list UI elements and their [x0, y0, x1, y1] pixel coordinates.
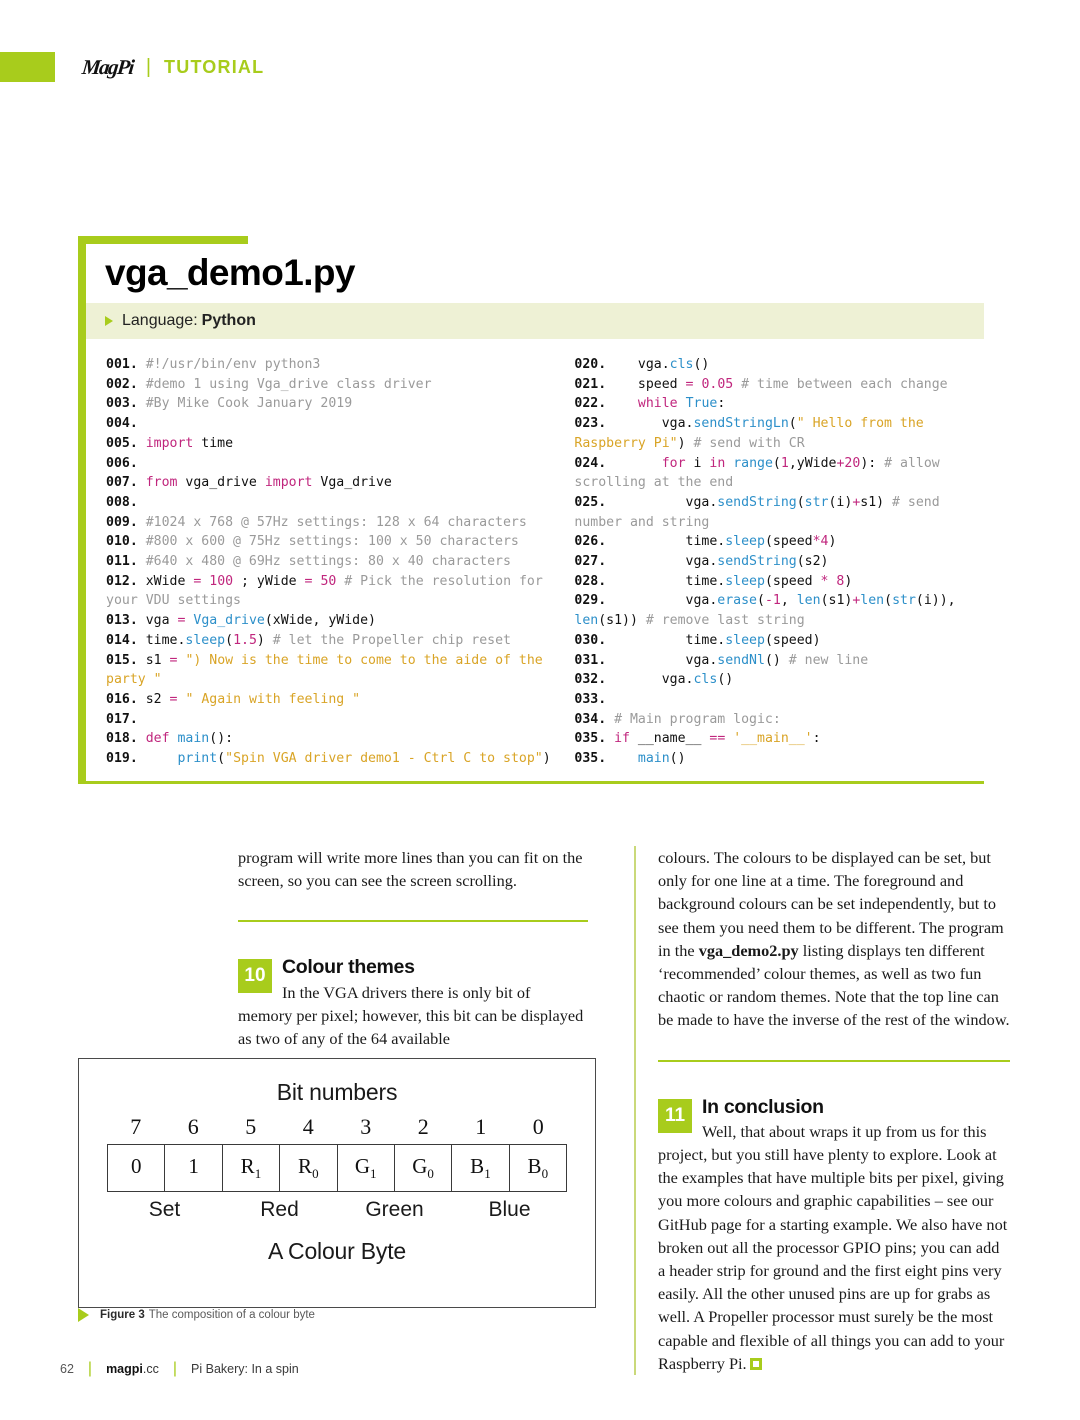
code-token: time. [145, 632, 186, 648]
group-label: Red [260, 1198, 299, 1222]
code-line-number: 015. [106, 652, 146, 668]
code-token: sendNl [717, 652, 765, 668]
code-line-number: 007. [106, 475, 146, 491]
listing-tab-accent [78, 236, 248, 244]
code-line-number: 004. [106, 416, 146, 432]
code-line [106, 473, 564, 493]
footer-brand-bold: magpi [106, 1362, 143, 1376]
code-token: ") Now is the time to come to the aide of the party " [106, 652, 551, 688]
section-paragraph: In the VGA drivers there is only bit of memory per pixel; however, this bit can be displayed as two of any of the 64 available [238, 982, 584, 1049]
figure-caption-label: Figure 3 [100, 1309, 145, 1321]
code-token: (): [209, 731, 234, 747]
code-token: sleep [725, 534, 765, 550]
code-token: () [669, 751, 686, 767]
code-line [574, 454, 984, 493]
footer-brand [106, 1362, 159, 1376]
code-token: () [764, 652, 781, 668]
figure-bit-cells [107, 1144, 567, 1192]
magpi-logo: MagPi [80, 54, 135, 79]
code-token: + [836, 455, 845, 471]
triangle-bullet-icon [105, 316, 113, 326]
inline-filename: vga_demo2.py [698, 940, 799, 960]
code-token: = [193, 573, 202, 589]
language-value: Python [201, 312, 256, 329]
code-token: #!/usr/bin/env python3 [145, 357, 321, 372]
code-token: cls [669, 357, 694, 372]
section-paragraph [658, 1120, 1010, 1375]
footer-divider: | [172, 1360, 178, 1377]
code-token: print [177, 751, 218, 767]
header-kicker: TUTORIAL [164, 56, 265, 77]
code-token: #640 x 480 @ 69Hz settings: 80 x 40 characters [145, 554, 511, 570]
code-line-number: 010. [106, 534, 146, 550]
code-line-number: 031. [574, 652, 615, 668]
code-token: while [637, 396, 678, 412]
code-listing [78, 236, 984, 784]
code-line [574, 572, 984, 592]
code-token: vga. [614, 554, 718, 570]
code-line [106, 651, 564, 690]
code-token: s2 [145, 691, 170, 707]
bit-cell: $G_0$ [395, 1145, 452, 1191]
code-line-number: 018. [106, 731, 146, 747]
bit-number: 1 [475, 1114, 487, 1139]
paragraph-intro-right-a: colours. The colours to be displayed can be set, but only for one line at a time. The foreground and background colours can be set independently, but to see them you need them to be different. The program in the [658, 848, 1004, 960]
code-line [106, 552, 564, 572]
figure-group-labels [107, 1198, 567, 1222]
code-line [106, 434, 564, 454]
code-line-number: 035. [574, 731, 615, 747]
figure-caption [78, 1308, 598, 1322]
code-token: : [717, 396, 726, 412]
code-token: 0.05 [701, 376, 734, 392]
code-line [106, 414, 564, 434]
code-token: = [177, 613, 186, 629]
code-line-number: 016. [106, 691, 146, 707]
code-token: from [145, 475, 178, 491]
bit-cell-subscript: 0 [312, 1166, 319, 1182]
code-token: + [852, 593, 861, 609]
bit-number: 3 [360, 1114, 372, 1139]
code-token: ( [772, 455, 781, 471]
footer-article-title: Pi Bakery: In a spin [191, 1362, 299, 1376]
code-token: ) [844, 573, 853, 589]
code-token: 50 [320, 573, 337, 589]
code-token: ( [788, 416, 797, 432]
section-heading: In conclusion [702, 1095, 824, 1118]
code-line [574, 651, 984, 671]
code-line-number: 019. [106, 751, 146, 767]
code-token: vga [145, 613, 178, 629]
code-token: () [717, 672, 734, 688]
code-token: -1 [764, 593, 781, 609]
code-token: sendString [717, 494, 797, 510]
code-token: #1024 x 768 @ 57Hz settings: 128 x 64 characters [145, 514, 527, 530]
section-number-badge: 10 [238, 959, 272, 993]
code-token: def [145, 731, 170, 747]
code-token: , [780, 593, 797, 609]
figure-colour-byte [78, 1058, 596, 1308]
code-token: ( [796, 494, 805, 510]
code-line-number: 025. [574, 494, 615, 510]
code-token: import [145, 435, 194, 451]
code-token: ( [757, 593, 765, 609]
figure-caption-text: The composition of a colour byte [148, 1309, 315, 1321]
code-line [106, 532, 564, 552]
code-token: () [693, 357, 710, 372]
code-line-number: 001. [106, 357, 146, 372]
code-token: (s1)) [598, 613, 638, 629]
code-token: 20 [844, 455, 861, 471]
section-heading: Colour themes [282, 956, 415, 979]
section-rule [238, 920, 588, 922]
code-token: vga. [614, 652, 718, 668]
column-left [238, 846, 588, 1050]
code-token: main [177, 731, 210, 747]
bit-cell: $B_0$ [527, 1154, 549, 1182]
code-line-number: 020. [574, 357, 615, 372]
code-token: (speed) [764, 632, 821, 648]
code-token: s1) [860, 494, 885, 510]
code-token: time [193, 435, 234, 451]
code-token: # let the Propeller chip reset [264, 632, 511, 648]
bit-number: 7 [130, 1114, 142, 1139]
code-token: * [820, 573, 829, 589]
code-line [106, 690, 564, 710]
bit-cell: $R_0$ [280, 1145, 337, 1191]
code-line [106, 572, 564, 611]
bit-cell: $B_1$ [452, 1145, 509, 1191]
code-token: ): [860, 455, 877, 471]
code-line-number: 029. [574, 593, 615, 609]
code-token: vga. [614, 672, 694, 688]
bit-cell-subscript: 0 [427, 1166, 434, 1182]
code-token: len [574, 613, 599, 629]
code-token: (i) [828, 494, 853, 510]
code-token: = [304, 573, 313, 589]
code-line [574, 690, 984, 710]
code-line-number: 032. [574, 672, 615, 688]
code-token: __name__ [629, 731, 710, 747]
code-token: vga_drive [177, 475, 265, 491]
group-label: Green [365, 1198, 424, 1222]
code-token: len [860, 593, 885, 609]
code-line-number: 035. [574, 751, 615, 767]
code-line [106, 493, 564, 513]
language-label: Language: [122, 312, 198, 329]
code-line [574, 493, 984, 532]
code-token: = [685, 376, 694, 392]
code-token: * [812, 534, 821, 550]
bit-number: 4 [302, 1114, 314, 1139]
code-token: ) [256, 632, 265, 648]
code-line-number: 009. [106, 514, 146, 530]
code-line [574, 375, 984, 395]
code-token: len [796, 593, 821, 609]
code-line [106, 710, 564, 730]
code-token: s1 [145, 652, 170, 668]
code-token [614, 396, 638, 411]
code-line-number: 027. [574, 554, 615, 570]
bit-number: 0 [532, 1114, 544, 1139]
code-token: : [812, 731, 821, 747]
code-line-number: 003. [106, 396, 146, 412]
code-token: 1.5 [233, 632, 257, 648]
code-token: (xWide, yWide) [264, 613, 376, 629]
code-line-number: 021. [574, 376, 615, 392]
code-token: main [637, 751, 670, 767]
code-token: True [685, 396, 718, 412]
bit-number: 5 [245, 1114, 257, 1139]
paragraph-intro-left: program will write more lines than you can fit on the screen, so you can see the screen scrolling. [238, 848, 583, 891]
code-token: xWide [145, 573, 194, 589]
code-token: # Main program logic: [614, 711, 781, 727]
code-token [146, 751, 178, 766]
bit-number: 6 [187, 1114, 199, 1139]
code-line [106, 375, 564, 395]
header-divider: | [145, 55, 152, 78]
footer-brand-rest: .cc [142, 1362, 159, 1376]
code-token: if [614, 731, 630, 747]
page-footer [60, 1360, 299, 1378]
code-token: vga. [614, 494, 718, 510]
paragraph-intro-right-b: listing displays ten different ‘recommended’ colour themes, as well as two fun chaotic or random themes. Note that the top line can be made to have the inverse of the rest of the window. [658, 940, 1010, 1030]
code-token: 4 [820, 534, 829, 550]
code-token: ( [884, 593, 893, 609]
bit-cell: $G_1$ [338, 1145, 395, 1191]
bit-number: 2 [417, 1114, 429, 1139]
code-token: 1 [780, 455, 789, 471]
code-line [106, 749, 564, 769]
code-token: ) [828, 534, 837, 550]
code-line [574, 749, 984, 769]
code-token: ,yWide [788, 455, 837, 471]
page-header [0, 52, 264, 82]
triangle-bullet-icon [78, 1308, 89, 1322]
code-token: == [709, 731, 726, 747]
code-line [106, 729, 564, 749]
column-right [634, 846, 1010, 1375]
group-label: Set [148, 1198, 181, 1222]
bit-cell: 0 [108, 1145, 165, 1191]
code-line-number: 008. [106, 494, 146, 510]
bit-cell: $R_1$ [223, 1145, 280, 1191]
code-column-left [86, 355, 564, 769]
code-line [574, 414, 984, 453]
code-column-right [564, 355, 984, 769]
section-colour-themes [238, 956, 588, 1050]
code-token: speed [614, 376, 686, 392]
code-token: # send with CR [685, 435, 805, 451]
code-line-number: 017. [106, 711, 146, 727]
code-line-number: 013. [106, 613, 146, 629]
code-token: str [892, 593, 916, 609]
code-line-number: 026. [574, 534, 615, 550]
listing-title-wrap [78, 244, 984, 303]
bit-cell-subscript: 0 [541, 1166, 549, 1182]
section-number-badge: 11 [658, 1099, 692, 1133]
code-token: (s1) [820, 593, 853, 609]
code-line [106, 631, 564, 651]
code-token: time. [614, 632, 726, 648]
code-line [574, 591, 984, 630]
code-token: (speed [764, 534, 813, 550]
code-token: #demo 1 using Vga_drive class driver [145, 376, 432, 392]
bit-cell-subscript: 1 [370, 1166, 377, 1182]
code-line [574, 394, 984, 414]
code-token: #By Mike Cook January 2019 [145, 396, 353, 412]
code-line [574, 710, 984, 730]
code-token: 8 [836, 573, 845, 589]
code-line [106, 513, 564, 533]
code-line-number: 034. [574, 711, 615, 727]
code-token: time. [614, 534, 726, 550]
code-token: + [852, 494, 861, 510]
code-line-number: 011. [106, 554, 146, 570]
code-token: 100 [209, 573, 234, 589]
code-token: " Hello from the Raspberry Pi" [574, 416, 932, 451]
code-token: "Spin VGA driver demo1 - Ctrl C to stop" [225, 751, 543, 767]
bit-cell-subscript: 1 [484, 1166, 491, 1182]
code-token: = [169, 652, 178, 668]
code-token: vga. [614, 416, 694, 432]
code-token: ) [542, 751, 551, 767]
code-token: sleep [185, 632, 226, 648]
code-line [574, 532, 984, 552]
code-line-number: 002. [106, 376, 146, 392]
code-token: Vga_drive [193, 613, 265, 629]
code-token: sendStringLn [693, 416, 789, 432]
figure-footer-label: A Colour Byte [267, 1238, 407, 1265]
code-token: sleep [725, 632, 765, 648]
code-token: # new line [780, 652, 869, 668]
code-token: ( [217, 751, 226, 767]
code-token: str [804, 494, 829, 510]
code-line [106, 394, 564, 414]
code-line [574, 631, 984, 651]
code-line-number: 022. [574, 396, 615, 412]
code-line [106, 611, 564, 631]
code-token: = [169, 691, 178, 707]
footer-divider: | [87, 1360, 93, 1377]
code-line [574, 355, 984, 375]
code-line-number: 033. [574, 691, 615, 707]
section-in-conclusion [658, 1096, 1010, 1375]
code-line [106, 454, 564, 474]
code-token: '__main__' [733, 731, 813, 747]
paragraph-intro-right [658, 846, 1010, 1032]
code-line-number: 024. [574, 455, 615, 471]
code-line-number: 012. [106, 573, 146, 589]
code-token: ; yWide [233, 573, 305, 589]
code-line [574, 729, 984, 749]
code-token: for [661, 455, 686, 471]
header-accent-bar [0, 52, 55, 82]
code-token: # send number and string [574, 494, 948, 530]
code-token: sendString [717, 554, 797, 570]
code-line-number: 030. [574, 632, 615, 648]
code-token: ) [677, 435, 686, 451]
page-number: 62 [60, 1362, 74, 1376]
code-token [614, 456, 662, 471]
code-line [106, 355, 564, 375]
code-token: sleep [725, 573, 765, 589]
code-line-number: 006. [106, 455, 146, 471]
code-line [574, 552, 984, 572]
code-line-number: 014. [106, 632, 146, 648]
code-token [614, 751, 638, 766]
section-paragraph-text: Well, that about wraps it up from us for this project, but you still have plenty to explore. Look at the examples that have multiple bits per pixel, giving you more colours and graphic capabilities – see our GitHub page for a starting example. We also have not broken out all the processor GPIO pins; you can add a header strip for ground and the first eight pins very easily. All the other unused pins are up for grabs as well. A Propeller processor must surely be the most capable and flexible of all things you can add to your Raspberry Pi. [658, 1121, 1008, 1373]
bit-cell-subscript: 1 [254, 1166, 262, 1182]
code-token: erase [717, 593, 757, 609]
code-token: # Pick the resolution for your VDU settings [106, 573, 551, 609]
code-token: cls [693, 672, 718, 688]
group-label: Blue [488, 1198, 531, 1222]
code-token: Vga_drive [312, 475, 392, 491]
code-token: (speed [764, 573, 821, 589]
listing-body [78, 339, 984, 784]
code-line-number: 023. [574, 416, 615, 432]
code-token: (s2) [796, 554, 829, 570]
code-token: # remove last string [637, 613, 805, 629]
listing-filename: vga_demo1.py [105, 252, 355, 293]
code-token: range [733, 455, 773, 471]
code-token: #800 x 600 @ 75Hz settings: 100 x 50 characters [145, 534, 519, 550]
end-mark-icon [750, 1358, 762, 1370]
listing-language-row [78, 303, 984, 339]
code-token: ( [225, 632, 234, 648]
code-token: vga. [614, 593, 718, 609]
code-token: time. [614, 573, 726, 589]
code-token: # allow scrolling at the end [574, 455, 948, 491]
code-token [678, 396, 686, 411]
code-token: in [709, 455, 726, 471]
section-rule [658, 1060, 1010, 1062]
code-token: vga. [614, 357, 670, 372]
code-token: i [685, 455, 710, 471]
code-line-number: 028. [574, 573, 615, 589]
code-token: " Again with feeling " [185, 691, 361, 707]
bit-cell: 1 [165, 1145, 222, 1191]
code-line-number: 005. [106, 435, 146, 451]
code-line [574, 670, 984, 690]
figure-title: Bit numbers [276, 1079, 398, 1105]
code-token: # time between each change [733, 376, 948, 392]
code-token: import [264, 475, 313, 491]
code-token: (i)), [915, 593, 964, 609]
figure-bit-numbers [107, 1114, 567, 1140]
